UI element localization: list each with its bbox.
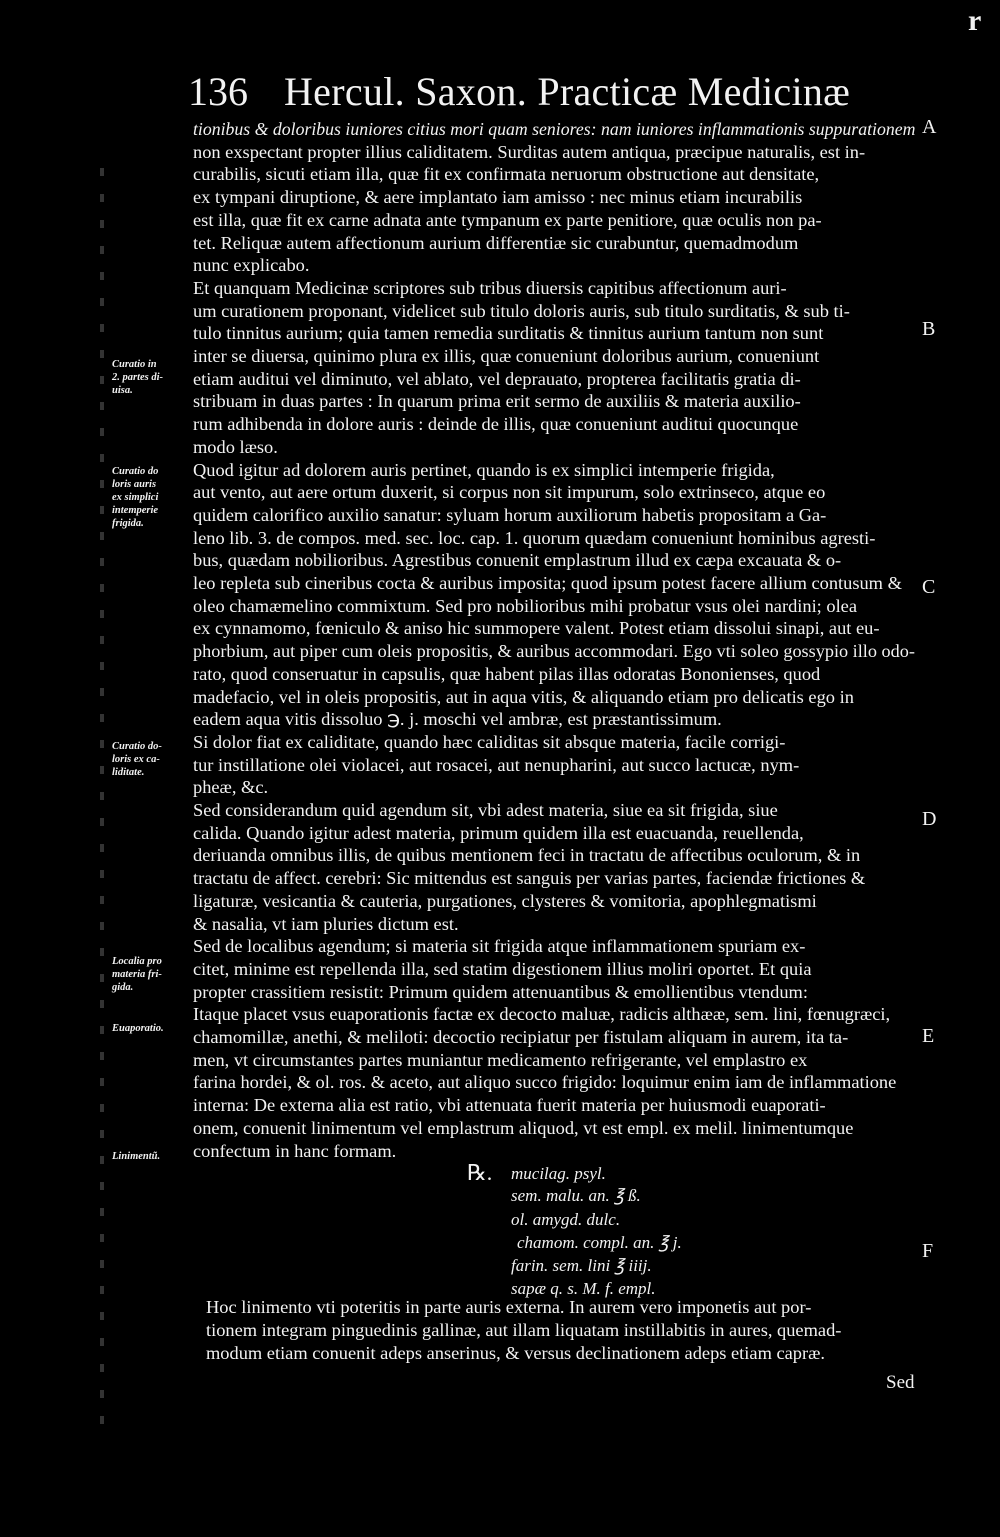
text-line: modum etiam conuenit adeps anserinus, & versus declinationem adeps etiam capræ. [206, 1343, 825, 1363]
text-line: quidem calorifico auxilio sanatur: syluam horum auxiliorum habetis propositam a Ga- [193, 504, 827, 525]
text-line: chamomillæ, anethi, & meliloti: decoctio recipiatur per fistulam aliquam in aurem, ita ta- [193, 1027, 849, 1047]
text-line: rato, quod conseruatur in capsulis, quæ habent pilas illas odoratas Bononienses, quod [193, 663, 821, 684]
text-line: non exspectant propter illius caliditatem. Surditas autem antiqua, præcipue naturalis, est in- [193, 141, 866, 162]
text-line: inter se diuersa, quinimo plura ex illis, quæ conueniunt doloribus aurium, conueniunt [193, 346, 820, 366]
text-line: propter crassitiem resistit: Primum quidem attenuantibus & emollientibus vtendum: [193, 981, 808, 1002]
text-line: ex cynnamomo, fœniculo & aniso hic summopere valent. Potest etiam dissolui sinapi, aut eu- [193, 618, 880, 639]
text-line: tet. Reliquæ autem affectionum aurium differentiæ sic curabuntur, quemadmodum [193, 232, 799, 253]
text-line: Quod igitur ad dolorem auris pertinet, quando is ex simplici intemperie frigida, [193, 459, 775, 480]
text-line: um curationem proponant, videlicet sub titulo doloris auris, sub titulo surditatis, & sub ti- [193, 300, 850, 321]
marginal-note: Curatio do- loris ex ca- liditate. [112, 741, 162, 778]
text-line: phorbium, aut piper cum oleis propositis, & auribus accommodari. Ego vti soleo gossypio illo odo- [193, 641, 915, 662]
marginal-note: Linimentũ. [112, 1151, 161, 1162]
text-line: Hoc linimento vti poteritis in parte auris externa. In aurem vero imponetis aut por- [206, 1297, 812, 1317]
text-line: Sed considerandum quid agendum sit, vbi adest materia, siue ea sit frigida, siue [193, 800, 778, 820]
text-line: deriuanda omnibus illis, de quibus mentionem feci in tractatu de affectibus oculorum, & in [193, 845, 861, 866]
text-line: stribuam in duas partes : In quarum prima erit sermo de auxiliis & materia auxilio- [193, 391, 801, 412]
text-line: eadem aqua vitis dissoluo ℈. j. moschi vel ambræ, est præstantissimum. [193, 709, 722, 730]
marginal-note: Curatio do loris auris ex simplici intemperie frigida. [112, 466, 159, 529]
section-letter: F [922, 1240, 934, 1262]
text-line: ex tympani diruptione, & aere implantato iam amisso : nec minus etiam incurabilis [193, 187, 803, 208]
page-header [188, 68, 851, 118]
marginal-note: Euaporatio. [112, 1023, 164, 1034]
section-letter: E [922, 1025, 935, 1047]
text-line: aut vento, aut aere ortum duxerit, si corpus non sit impurum, solo extrinseco, atque eo [193, 482, 826, 503]
marginal-note: Localia pro materia fri- gida. [112, 956, 162, 993]
text-line: tionibus & doloribus iuniores citius mori quam seniores: nam iuniores inflammationis suppurationem [193, 119, 916, 139]
section-letter: A [922, 116, 937, 138]
text-line: tractatu de affect. cerebri: Sic mittendus est sanguis per varias partes, faciendæ frictiones & [193, 868, 866, 889]
recipe-line: sem. malu. an. ℥ ß. [511, 1186, 641, 1205]
text-line: oleo chamæmelino commixtum. Sed pro nobilioribus mihi probatur vsus olei nardini; olea [193, 595, 858, 616]
text-line: rum adhibenda in dolore auris : deinde de illis, quæ conueniunt auditui quocunque [193, 414, 799, 435]
text-line: tionem integram pinguedinis gallinæ, aut illam liquatam instillabitis in aures, quemad- [206, 1320, 842, 1340]
text-line: citet, minime est repellenda illa, sed statim digestionem illius moliri oportet. Et quia [193, 958, 812, 979]
section-letter: D [922, 808, 937, 830]
scan-shadow [100, 150, 104, 1430]
text-line: bus, quædam nobilioribus. Agrestibus conuenit emplastrum illud ex cæpa excauata & o- [193, 550, 842, 571]
text-line: men, vt circumstantes partes muniantur medicamento refrigerante, vel emplastro ex [193, 1049, 808, 1070]
text-line: madefacio, vel in oleis propositis, aut in aqua vitis, & aliquando etiam pro delicatis ego in [193, 686, 854, 707]
text-line: interna: De externa alia est ratio, vbi attenuata fuerit materia per huiusmodi euaporati- [193, 1095, 826, 1116]
section-letter: C [922, 576, 936, 598]
text-line: Itaque placet vsus euaporationis factæ ex decocto maluæ, radicis althææ, sem. lini, fœnugræci, [193, 1004, 891, 1025]
text-line: tur instillatione olei violacei, aut rosacei, aut nenupharini, aut succo lactucæ, nym- [193, 754, 800, 775]
corner-mark: r [968, 4, 982, 37]
text-line: etiam auditui vel diminuto, vel ablato, vel deprauato, propterea facilitatis gratia di- [193, 368, 801, 389]
text-line: nunc explicabo. [193, 255, 310, 276]
text-line: calida. Quando igitur adest materia, primum quidem illa est euacuanda, reuellenda, [193, 822, 804, 843]
text-line: leo repleta sub cineribus cocta & auribus imposita; quod ipsum potest facere allium contusum & [193, 573, 902, 593]
text-line: onem, conuenit linimentum vel emplastrum aliquod, vt est empl. ex melil. linimentumque [193, 1117, 854, 1138]
text-line: Si dolor fiat ex caliditate, quando hæc caliditas sit absque materia, facile corrigi- [193, 731, 786, 752]
text-line: leno lib. 3. de compos. med. sec. loc. cap. 1. quorum quædam conueniunt hominibus agresti- [193, 527, 876, 548]
text-line: modo læso. [193, 436, 278, 457]
section-letter: B [922, 318, 936, 340]
text-line: est illa, quæ fit ex carne adnata ante tympanum ex parte penitiore, quæ oculis non pa- [193, 209, 822, 230]
recipe-line: mucilag. psyl. [511, 1164, 606, 1183]
page-number: 136 [188, 69, 248, 114]
recipe-line: chamom. compl. an. ℥ j. [517, 1233, 682, 1252]
text-line: ligaturæ, vesicantia & cauteria, purgationes, clysteres & vomitoria, apophlegmatismi [193, 890, 817, 911]
text-line: & nasalia, vt iam pluries dictum est. [193, 913, 459, 934]
running-title: Hercul. Saxon. Practicæ Medicinæ [284, 69, 851, 114]
marginal-note: Curatio in 2. partes di- uisa. [112, 359, 164, 396]
text-line: Et quanquam Medicinæ scriptores sub tribus diuersis capitibus affectionum auri- [193, 277, 787, 298]
recipe-line: sapæ q. s. M. f. empl. [511, 1279, 656, 1298]
text-line: Sed de localibus agendum; si materia sit frigida atque inflammationem spuriam ex- [193, 936, 806, 957]
catchword: Sed [886, 1372, 915, 1393]
recipe-line: ol. amygd. dulc. [511, 1210, 621, 1229]
text-line: confectum in hanc formam. [193, 1140, 397, 1161]
text-line: farina hordei, & ol. ros. & aceto, aut aliquo succo frigido: loquimur enim iam de inflammatione [193, 1072, 897, 1093]
text-line: curabilis, sicuti etiam illa, quæ fit ex confirmata neruorum obstructione aut densitate, [193, 164, 820, 185]
recipe-symbol: ℞. [467, 1160, 493, 1185]
text-line: tulo tinnitus aurium; quia tamen remedia surditatis & tinnitus aurium tantum non sunt [193, 323, 824, 344]
recipe-line: farin. sem. lini ℥ iiij. [511, 1256, 652, 1275]
text-line: pheæ, &c. [193, 777, 269, 798]
